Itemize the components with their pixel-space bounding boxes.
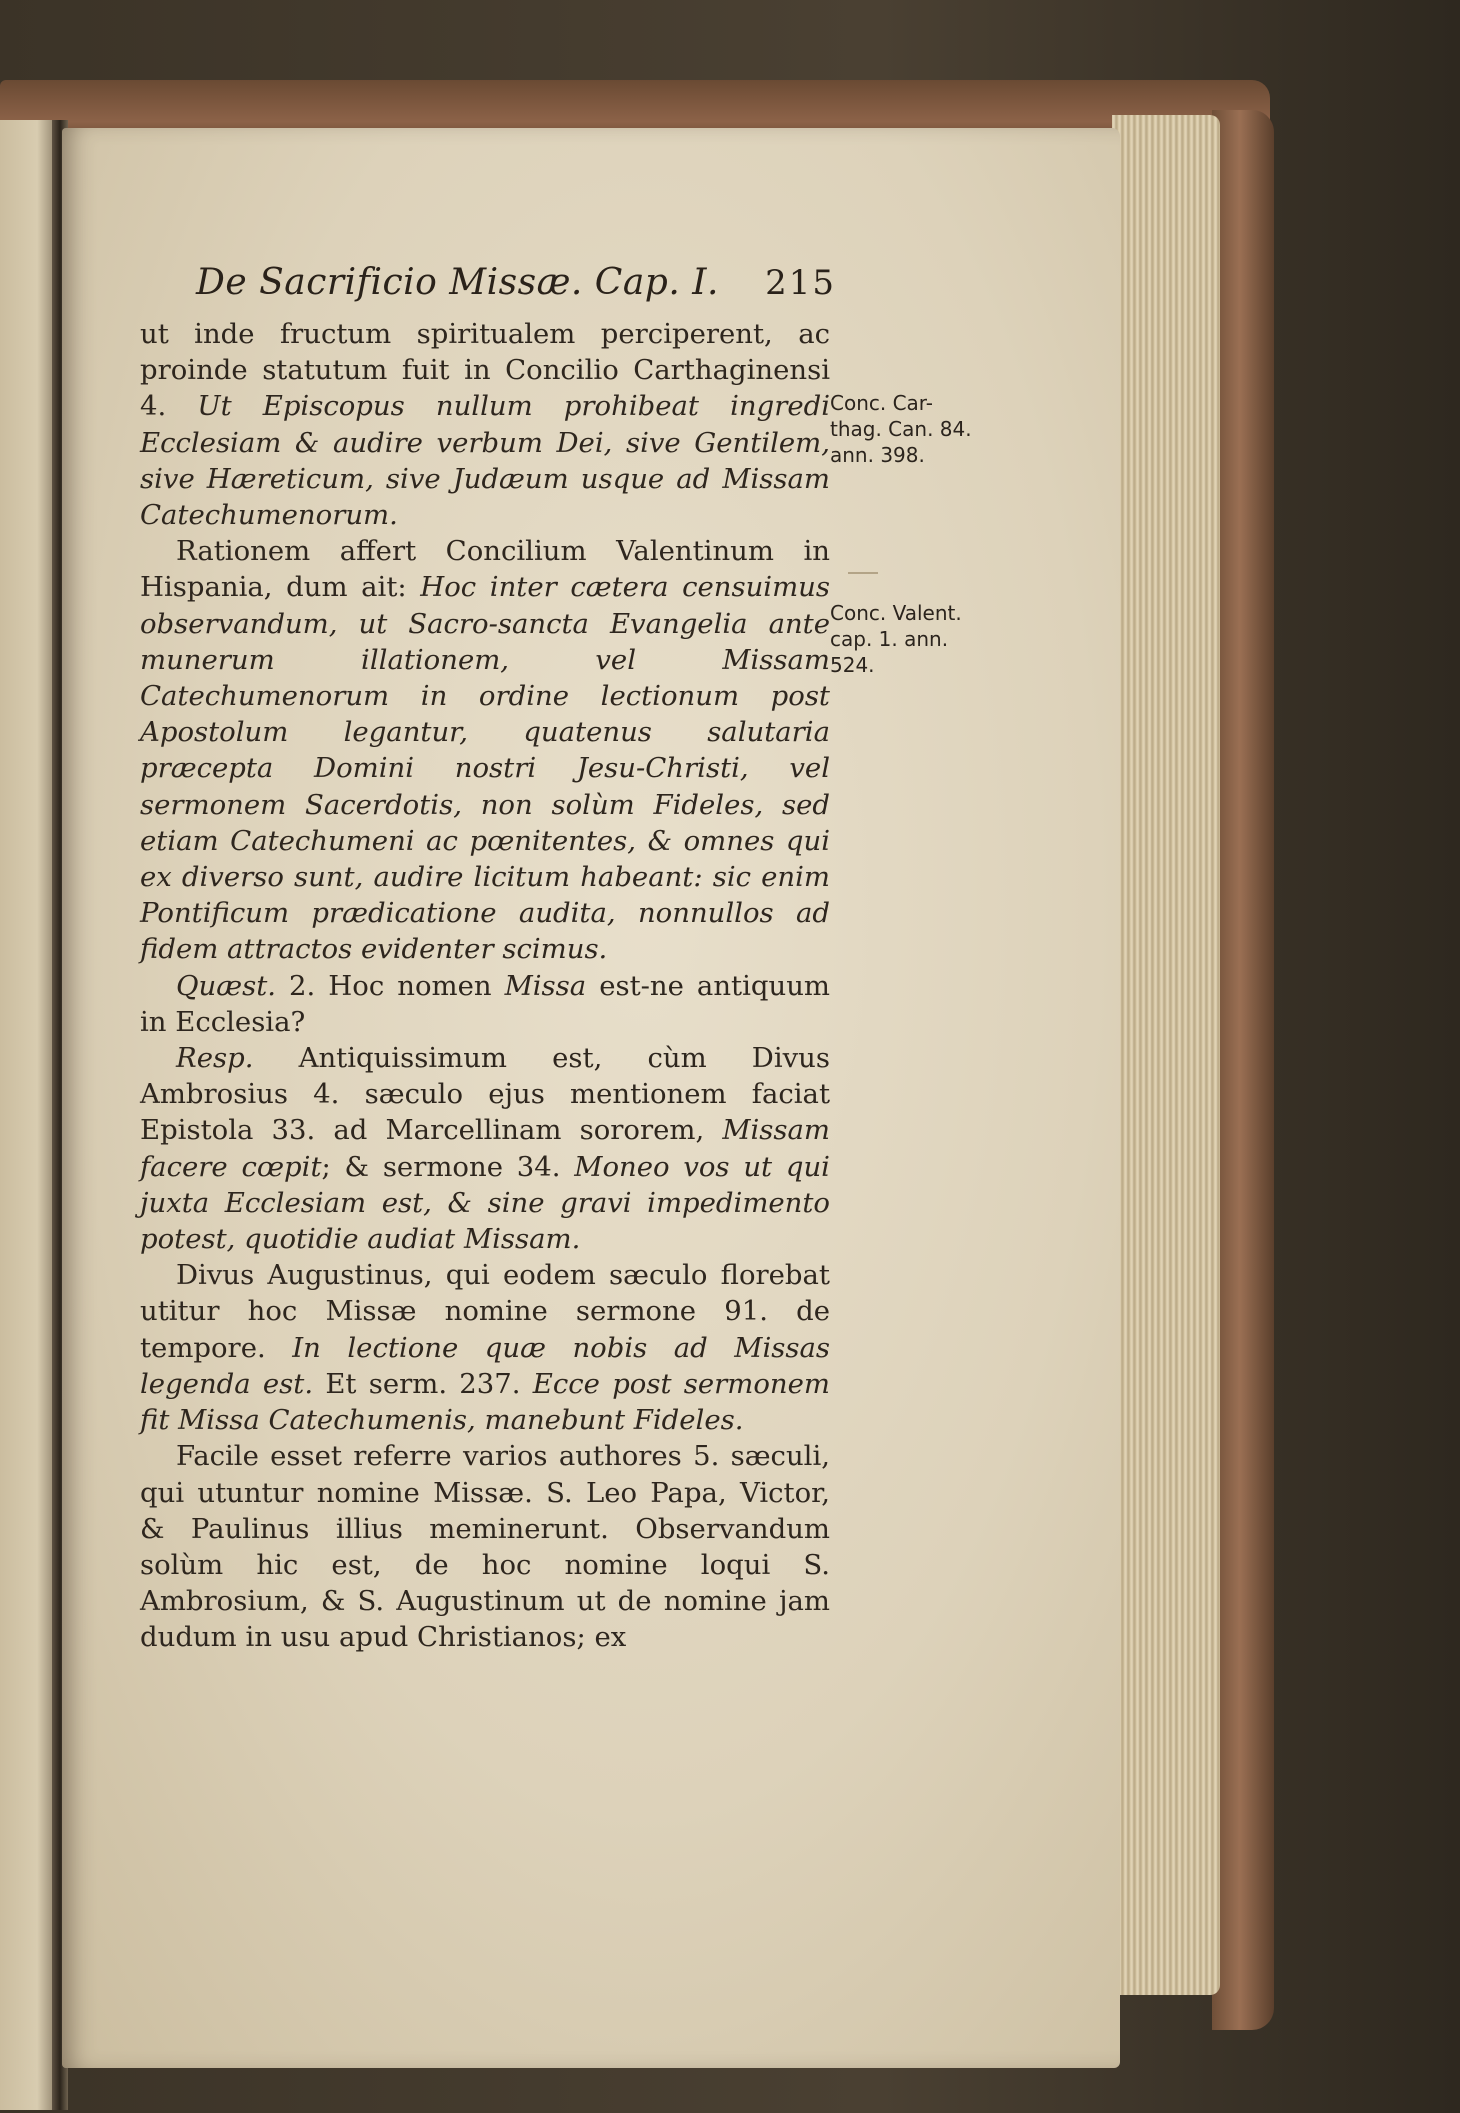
page-edges [1112,115,1220,1995]
margin-rule [848,572,878,574]
main-text [140,316,830,1656]
margin-note-line: ann. 398. [830,443,925,467]
margin-note-line: Conc. Car- [830,391,933,415]
margin-note-2 [830,600,1020,678]
margin-note-line: Conc. Valent. [830,601,962,625]
paragraph-6: Facile esset referre varios authores 5. sæculi, qui utuntur nomine Missæ. S. Leo Papa, Victor, & Paulinus illius meminerunt. Observandum solùm hic est, de hoc nomine loqui S. Ambrosium, & S. Augustinum ut de nomine jam dudum in usu apud Christianos; ex [140,1440,830,1654]
margin-note-1 [830,390,1020,468]
paragraph-5: Divus Augustinus, qui eodem sæculo florebat utitur hoc Missæ nomine sermone 91. de tempore. In lectione quæ nobis ad Missas legenda est. Et serm. 237. Ecce post sermonem fit Missa Catechumenis, manebunt Fideles. [140,1259,830,1437]
page-number: 215 [765,263,836,303]
margin-note-line: 524. [830,653,875,677]
margin-note-line: thag. Can. 84. [830,417,972,441]
margin-note-line: cap. 1. ann. [830,627,949,651]
running-header [196,262,836,314]
paragraph-2: Rationem affert Concilium Valentinum in Hispania, dum ait: Hoc inter cætera censuimus observandum, ut Sacro-sancta Evangelia ante munerum illationem, vel Missam Catechumenorum in ordine lectionum post Apostolum legantur, quatenus salutaria præcepta Domini nostri Jesu-Christi, vel sermonem Sacerdotis, non solùm Fideles, sed etiam Catechumeni ac pœnitentes, & omnes qui ex diverso sunt, audire licitum habeant: sic enim Pontificum prædicatione audita, nonnullos ad fidem attractos evidenter scimus. [140,535,831,966]
book-cover-spine-edge [1212,110,1274,2030]
header-title: De Sacrificio Missæ. Cap. I. [196,262,719,303]
paragraph-1: ut inde fructum spiritualem perciperent, ac proinde statutum fuit in Concilio Carthaginensi 4. Ut Episcopus nullum prohibeat ingredi Ecclesiam & audire verbum Dei, sive Gentilem, sive Hæreticum, sive Judæum usque ad Missam Catechumenorum. [140,318,831,532]
paragraph-4: Resp. Antiquissimum est, cùm Divus Ambrosius 4. sæculo ejus mentionem faciat Epistola 33. ad Marcellinam sororem, Missam facere cœpit; & sermone 34. Moneo vos ut qui juxta Ecclesiam est, & sine gravi impedimento potest, quotidie audiat Missam. [140,1042,830,1256]
paragraph-3: Quæst. 2. Hoc nomen Missa est-ne antiquum in Ecclesia? [140,969,830,1038]
